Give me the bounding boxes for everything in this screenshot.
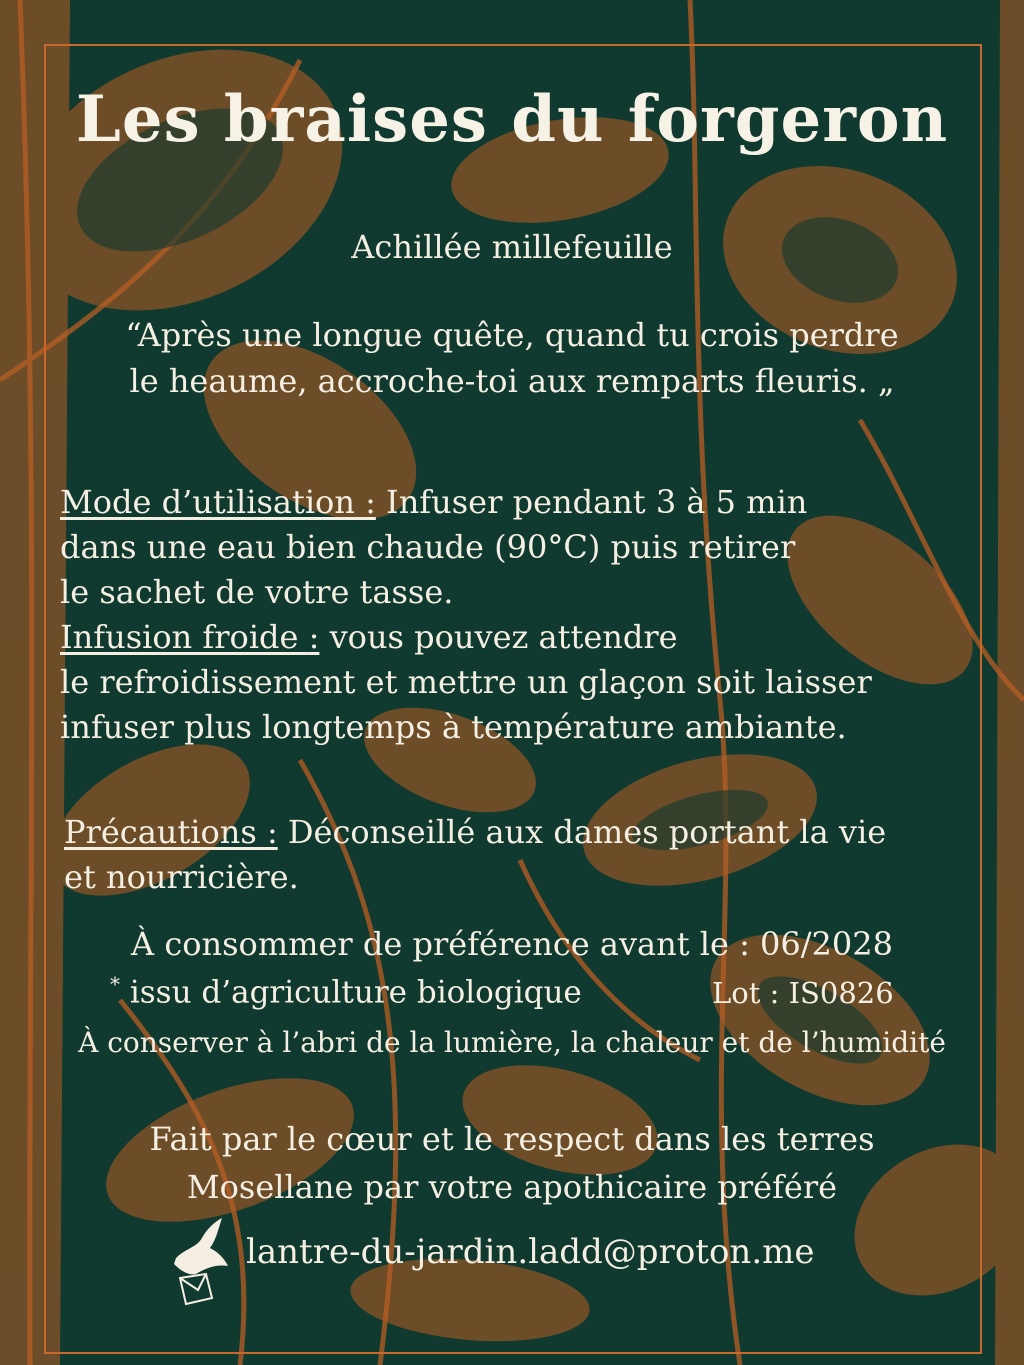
storage-instructions: À conserver à l’abri de la lumière, la chaleur et de l’humidité: [78, 1026, 946, 1059]
cold-infusion-text-1: vous pouvez attendre: [319, 618, 678, 656]
product-title: Les braises du forgeron: [75, 82, 949, 157]
precautions-text-1: Déconseillé aux dames portant la vie: [277, 813, 887, 851]
usage-text-3: le sachet de votre tasse.: [60, 573, 454, 611]
quote-line-2: le heaume, accroche-toi aux remparts fleuris. „: [129, 362, 895, 400]
precautions-colon: :: [266, 813, 278, 851]
quote-line-1: “Après une longue quête, quand tu crois perdre: [125, 316, 899, 354]
contact-row: [160, 1218, 880, 1308]
precautions-text-2: et nourricière.: [64, 858, 299, 896]
dove-envelope-icon: [166, 1218, 230, 1308]
organic-text: issu d’agriculture biologique: [120, 974, 582, 1011]
cold-infusion-label: Infusion froide: [60, 618, 309, 656]
cold-infusion-text-2: le refroidissement et mettre un glaçon soit laisser: [60, 663, 872, 701]
usage-label: Mode d’utilisation: [60, 483, 366, 521]
usage-text-2: dans une eau bien chaude (90°C) puis retirer: [60, 528, 796, 566]
best-before: À consommer de préférence avant le : 06/2028: [131, 925, 893, 963]
maker-line-1: Fait par le cœur et le respect dans les terres: [149, 1120, 875, 1158]
cold-infusion-text-3: infuser plus longtemps à température ambiante.: [60, 708, 847, 746]
organic-asterisk: *: [110, 972, 120, 996]
quote: [60, 312, 964, 404]
cold-infusion-colon: :: [308, 618, 320, 656]
organic-note: [110, 972, 582, 1010]
plant-name: Achillée millefeuille: [351, 228, 673, 266]
maker-line-2: Mosellane par votre apothicaire préféré: [186, 1168, 838, 1206]
usage-label-colon: :: [365, 483, 376, 521]
usage-text-1: Infuser pendant 3 à 5 min: [375, 483, 808, 521]
usage-instructions: [60, 480, 960, 750]
precautions: [64, 810, 964, 900]
maker-statement: [0, 1115, 1024, 1211]
precautions-label: Précautions: [64, 813, 267, 851]
lot-number: Lot : IS0826: [712, 976, 894, 1010]
contact-email[interactable]: lantre-du-jardin.ladd@proton.me: [246, 1232, 815, 1272]
